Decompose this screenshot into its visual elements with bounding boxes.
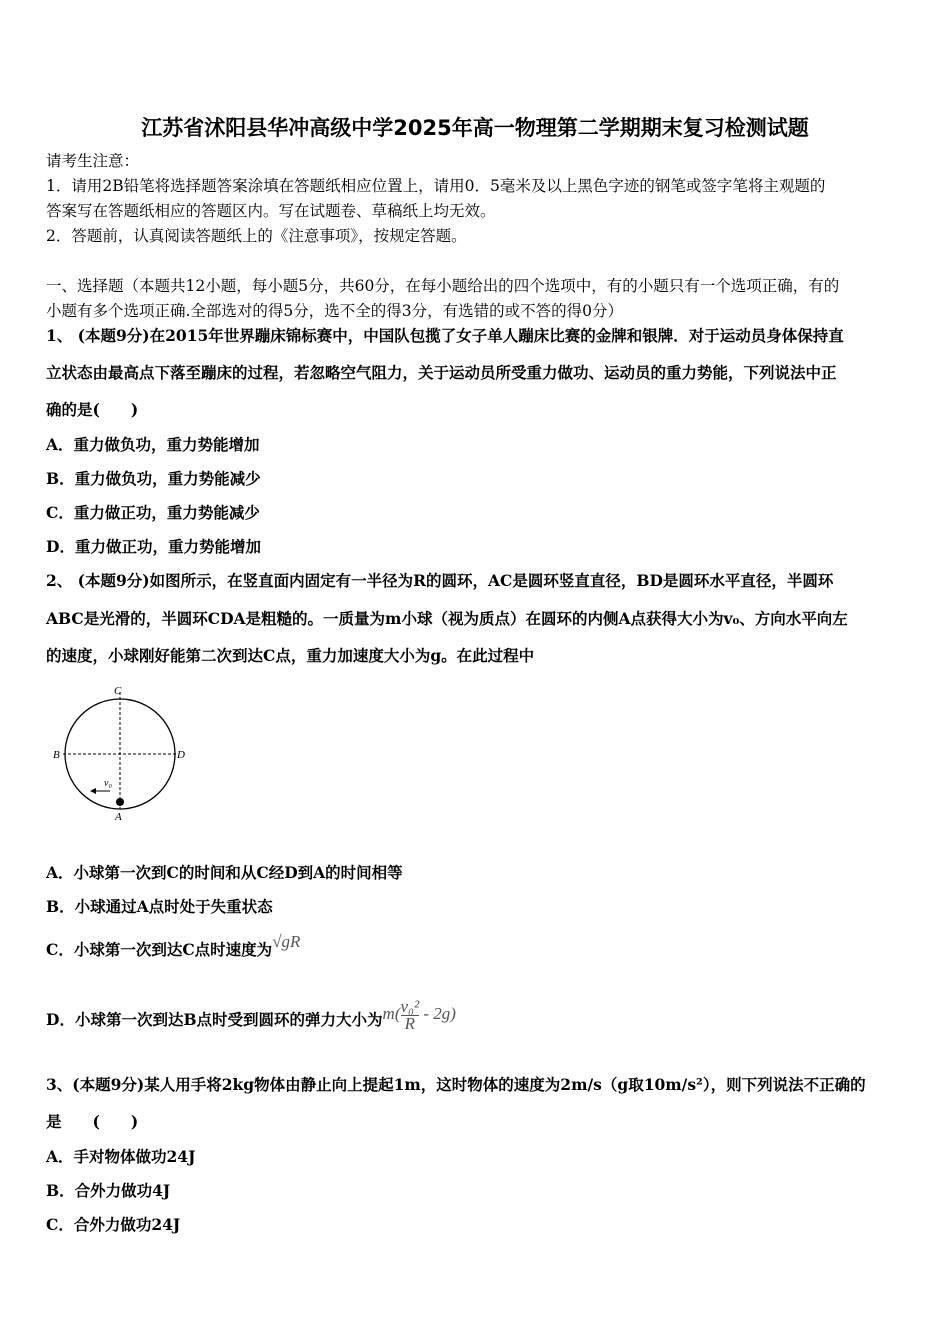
question-2: ABC是光滑的，半圆环CDA是粗糙的。一质量为m小球（视为质点）在圆环的内侧A点获得大小为v₀、方向水平向左 bbox=[46, 609, 848, 628]
notice-line: 2．答题前，认真阅读答题纸上的《注意事项》，按规定答题。 bbox=[46, 227, 467, 245]
option: A．手对物体做功24J bbox=[46, 1147, 196, 1166]
label-v0: v₀ bbox=[104, 778, 112, 789]
page-title: 江苏省沭阳县华冲高级中学2025年高一物理第二学期期末复习检测试题 bbox=[141, 116, 809, 140]
section-header: 一、选择题（本题共12小题，每小题5分，共60分，在每小题给出的四个选项中，有的小题只有一个选项正确，有的 bbox=[46, 277, 840, 295]
option: B．重力做负功，重力势能减少 bbox=[46, 469, 261, 488]
option-text: C．小球第一次到达C点时速度为 bbox=[46, 940, 273, 959]
option: C．重力做正功，重力势能减少 bbox=[46, 503, 260, 522]
option-text: D．小球第一次到达B点时受到圆环的弹力大小为 bbox=[46, 1010, 383, 1029]
option bbox=[46, 932, 301, 960]
label-B: B bbox=[53, 749, 60, 761]
formula: m( bbox=[382, 1004, 401, 1023]
option bbox=[46, 996, 456, 1040]
question-1: 1、 (本题9分)在2015年世界蹦床锦标赛中，中国队包揽了女子单人蹦床比赛的金牌和银牌．对于运动员身体保持直 bbox=[46, 326, 844, 345]
question-2: 2、 (本题9分)如图所示，在竖直面内固定有一半径为R的圆环，AC是圆环竖直直径，BD是圆环水平直径，半圆环 bbox=[46, 571, 834, 590]
option: B．小球通过A点时处于失重状态 bbox=[46, 897, 273, 916]
question-1: 立状态由最高点下落至蹦床的过程，若忽略空气阻力，关于运动员所受重力做功、运动员的重力势能，下列说法中正 bbox=[46, 363, 837, 382]
formula-numerator: v₀² bbox=[400, 996, 420, 1016]
question-3: 3、(本题9分)某人用手将2kg物体由静止向上提起1m，这时物体的速度为2m/s（g取10m/s²），则下列说法不正确的 bbox=[46, 1075, 866, 1094]
formula: √gR bbox=[272, 932, 301, 951]
option: C．合外力做功24J bbox=[46, 1215, 181, 1234]
question-3: 是 ( ) bbox=[46, 1112, 139, 1131]
label-D: D bbox=[177, 749, 185, 761]
section-header: 小题有多个选项正确.全部选对的得5分，选不全的得3分，有选错的或不答的得0分） bbox=[46, 302, 624, 320]
question-2: 的速度，小球刚好能第二次到达C点，重力加速度大小为g。在此过程中 bbox=[46, 646, 535, 665]
option: D．重力做正功，重力势能增加 bbox=[46, 537, 261, 556]
notice-line: 1．请用2B铅笔将选择题答案涂填在答题纸相应位置上，请用0．5毫米及以上黑色字迹的钢笔或签字笔将主观题的 bbox=[46, 177, 826, 195]
formula: - 2g) bbox=[423, 1004, 456, 1023]
formula-denominator: R bbox=[404, 1013, 415, 1033]
label-A: A bbox=[115, 811, 122, 823]
option: A．小球第一次到C的时间和从C经D到A的时间相等 bbox=[46, 863, 403, 882]
notice-heading: 请考生注意： bbox=[46, 152, 140, 170]
label-C: C bbox=[114, 685, 122, 697]
option: B．合外力做功4J bbox=[46, 1181, 171, 1200]
notice-line: 答案写在答题纸相应的答题区内。写在试题卷、草稿纸上均无效。 bbox=[46, 202, 496, 220]
circle-diagram bbox=[46, 680, 196, 825]
question-1: 确的是( ) bbox=[46, 400, 139, 419]
option: A．重力做负功，重力势能增加 bbox=[46, 435, 260, 454]
